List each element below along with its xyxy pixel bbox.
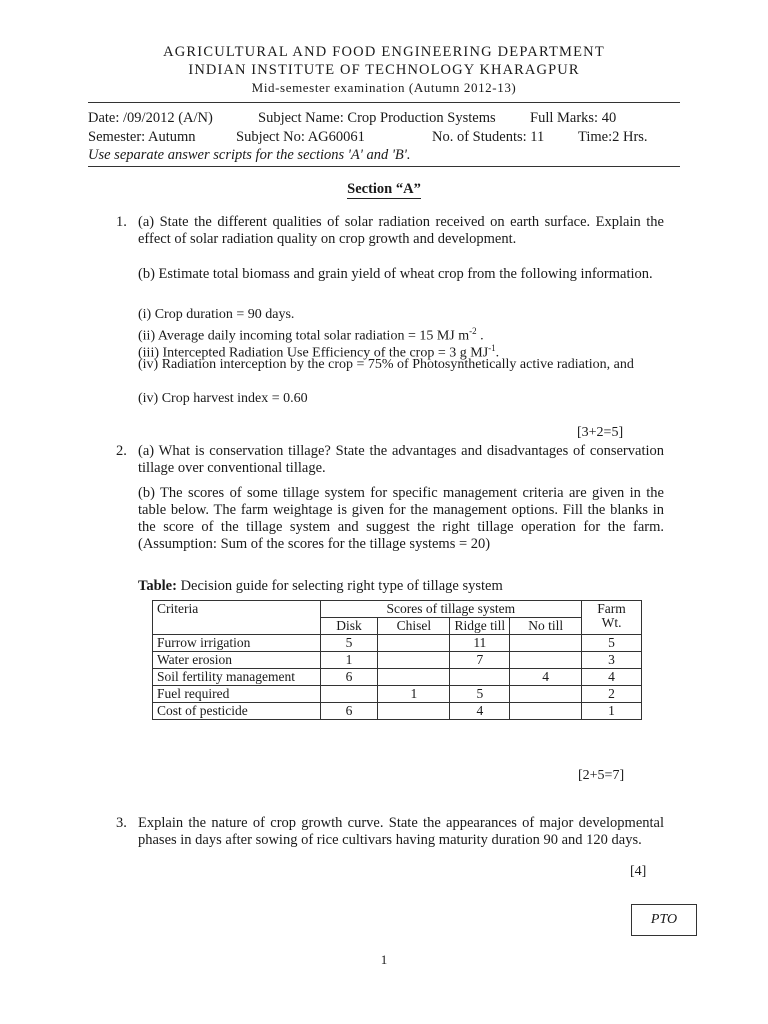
- question-1b: (b) Estimate total biomass and grain yield of wheat crop from the following information.: [138, 266, 653, 282]
- no-till-cell: [510, 703, 582, 720]
- disk-header: Disk: [320, 618, 378, 635]
- header-rule-bottom: [88, 166, 680, 167]
- chisel-header: Chisel: [378, 618, 450, 635]
- table-row: [153, 686, 642, 703]
- disk-cell: [320, 686, 378, 703]
- exam-time: Time:2 Hrs.: [578, 129, 648, 145]
- q1-item-iv-a: (iv) Radiation interception by the crop = 75% of Photosynthetically active radiation, and: [138, 357, 634, 372]
- full-marks: Full Marks: 40: [530, 110, 617, 126]
- subject-name: Subject Name: Crop Production Systems: [258, 110, 496, 126]
- disk-cell: 1: [320, 652, 378, 669]
- no-till-cell: 4: [510, 669, 582, 686]
- criteria-cell: Water erosion: [153, 652, 321, 669]
- institute-heading: INDIAN INSTITUTE OF TECHNOLOGY KHARAGPUR: [188, 62, 580, 78]
- section-title: [0, 181, 768, 198]
- table-caption-label: Table:: [138, 578, 177, 594]
- number-of-students: No. of Students: 11: [432, 129, 545, 145]
- farm-weight-cell: 1: [582, 703, 642, 720]
- table-caption-text: Decision guide for selecting right type of tillage system: [176, 578, 503, 594]
- department-heading: AGRICULTURAL AND FOOD ENGINEERING DEPARTMENT: [163, 44, 605, 60]
- criteria-cell: Soil fertility management: [153, 669, 321, 686]
- chisel-cell: [378, 669, 450, 686]
- question-2-number: 2.: [116, 443, 127, 459]
- table-row: [153, 669, 642, 686]
- q1-item-i: (i) Crop duration = 90 days.: [138, 307, 295, 322]
- page-number: 1: [380, 952, 388, 967]
- chisel-cell: [378, 703, 450, 720]
- q1-item-iii-end: .: [495, 345, 500, 361]
- table-row: [153, 703, 642, 720]
- question-1a: (a) State the different qualities of solar radiation received on earth surface. Explain the effect of solar radiation quality on crop growth and development.: [138, 214, 664, 247]
- ridge-till-header: Ridge till: [450, 618, 510, 635]
- q1-item-iv-b: (iv) Crop harvest index = 0.60: [138, 391, 308, 406]
- semester: Semester: Autumn: [88, 129, 196, 145]
- subject-number: Subject No: AG60061: [236, 129, 365, 145]
- ridge-till-cell: 5: [450, 686, 510, 703]
- disk-cell: 6: [320, 703, 378, 720]
- q1-item-ii-exponent: -2: [469, 326, 477, 336]
- table-row: [153, 652, 642, 669]
- criteria-cell: Cost of pesticide: [153, 703, 321, 720]
- question-2b: (b) The scores of some tillage system for specific management criteria are given in the table below. The farm weightage is given for the management options. Fill the blanks in the score of the tillage system and suggest the right tillage operation for the farm. (Assumption: Sum of the scores for the tillage systems = 20): [138, 485, 664, 552]
- table-caption: [138, 578, 503, 594]
- question-3-text: Explain the nature of crop growth curve. State the appearances of major developmental phases in days after sowing of rice cultivars having maturity duration 90 and 120 days.: [138, 815, 664, 848]
- section-title-text: Section “A”: [347, 181, 421, 197]
- no-till-cell: [510, 652, 582, 669]
- tillage-decision-table: [152, 600, 642, 720]
- no-till-header: No till: [510, 618, 582, 635]
- table-row: [153, 635, 642, 652]
- chisel-cell: [378, 635, 450, 652]
- criteria-cell: Fuel required: [153, 686, 321, 703]
- chisel-cell: 1: [378, 686, 450, 703]
- farm-weight-cell: 2: [582, 686, 642, 703]
- question-2-marks: [2+5=7]: [578, 768, 625, 783]
- ridge-till-cell: [450, 669, 510, 686]
- answer-script-instruction: Use separate answer scripts for the sections 'A' and 'B'.: [88, 147, 411, 163]
- farm-weight-cell: 5: [582, 635, 642, 652]
- q1-item-ii-text: (ii) Average daily incoming total solar radiation = 15 MJ m: [138, 328, 470, 344]
- question-3-marks: [4]: [630, 864, 647, 879]
- exam-heading: Mid-semester examination (Autumn 2012-13): [251, 80, 517, 95]
- q1-item-iii-exponent: -1: [488, 343, 496, 353]
- farm-weight-cell: 3: [582, 652, 642, 669]
- question-1-marks: [3+2=5]: [577, 425, 624, 440]
- disk-cell: 6: [320, 669, 378, 686]
- criteria-cell: Furrow irrigation: [153, 635, 321, 652]
- ridge-till-cell: 4: [450, 703, 510, 720]
- q1-item-iii-text: (iii) Intercepted Radiation Use Efficiency of the crop = 3 g MJ: [138, 345, 489, 361]
- question-2a: (a) What is conservation tillage? State the advantages and disadvantages of conservation tillage over conventional tillage.: [138, 443, 664, 476]
- farm-weight-cell: 4: [582, 669, 642, 686]
- farm-weight-header: Farm Wt.: [582, 601, 642, 635]
- pto-box: PTO: [631, 904, 697, 936]
- criteria-header: Criteria: [153, 601, 321, 635]
- no-till-cell: [510, 686, 582, 703]
- table-header-row: [153, 601, 642, 618]
- exam-date: Date: /09/2012 (A/N): [88, 110, 213, 126]
- ridge-till-cell: 11: [450, 635, 510, 652]
- q1-item-ii-end: .: [476, 328, 484, 344]
- question-3-number: 3.: [116, 815, 127, 831]
- header-rule-top: [88, 102, 680, 103]
- ridge-till-cell: 7: [450, 652, 510, 669]
- disk-cell: 5: [320, 635, 378, 652]
- scores-header: Scores of tillage system: [320, 601, 581, 618]
- no-till-cell: [510, 635, 582, 652]
- chisel-cell: [378, 652, 450, 669]
- question-1-number: 1.: [116, 214, 127, 230]
